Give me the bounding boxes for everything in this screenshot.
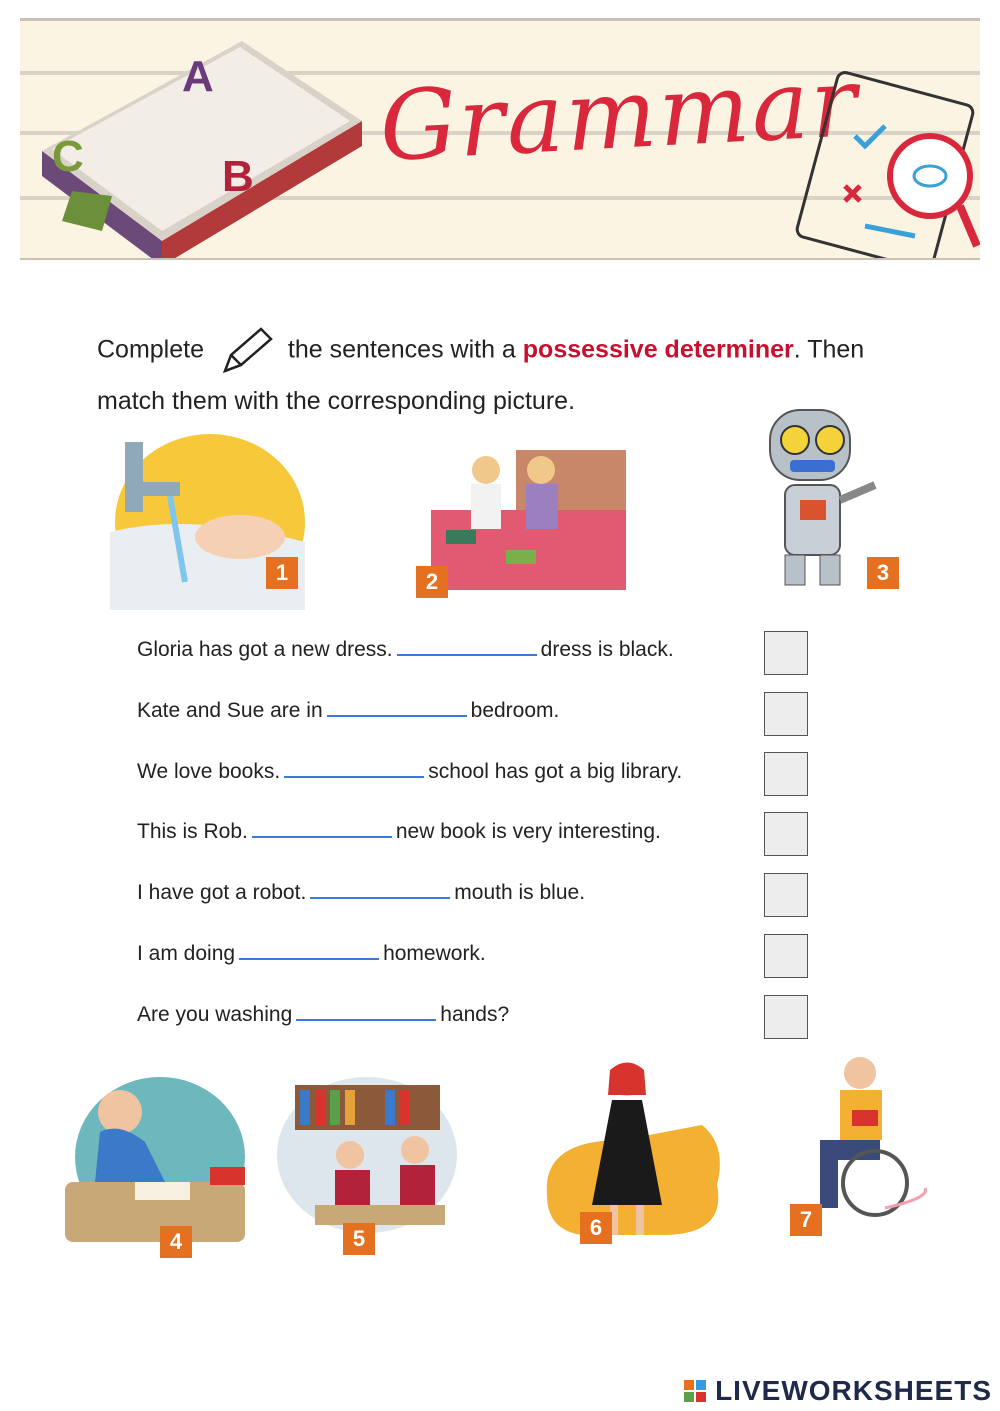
book-letter-b: B — [222, 152, 254, 201]
sentence-text: mouth is blue. — [454, 881, 586, 904]
sentence-row — [137, 1001, 509, 1027]
picture-number-badge: 1 — [266, 557, 298, 589]
picture-boy-wheelchair — [790, 1048, 935, 1238]
match-checkbox[interactable] — [764, 873, 808, 917]
picture-robot — [760, 400, 910, 595]
answer-blank[interactable] — [239, 940, 379, 960]
checklist-magnifier-icon — [795, 66, 980, 260]
homework-illustration — [65, 1072, 245, 1257]
book-letter-a: A — [182, 52, 214, 101]
pencil-icon — [217, 325, 275, 377]
liveworksheets-logo-text: LIVEWORKSHEETS — [715, 1375, 992, 1406]
sentence-text: dress is black. — [540, 638, 674, 661]
match-checkbox[interactable] — [764, 752, 808, 796]
picture-number-badge: 6 — [580, 1212, 612, 1244]
picture-number-badge: 3 — [867, 557, 899, 589]
sentence-row — [137, 879, 585, 905]
book-letter-c: C — [52, 132, 84, 181]
sentence-text: Gloria has got a new dress. — [137, 638, 393, 661]
sentence-text: Are you washing — [137, 1003, 293, 1026]
sentence-row — [137, 758, 682, 784]
answer-blank[interactable] — [252, 818, 392, 838]
picture-boy-homework — [65, 1072, 245, 1257]
match-checkbox[interactable] — [764, 631, 808, 675]
liveworksheets-logo — [684, 1375, 992, 1407]
match-checkbox[interactable] — [764, 692, 808, 736]
answer-blank[interactable] — [310, 879, 450, 899]
answer-blank[interactable] — [284, 758, 424, 778]
answer-blank[interactable] — [327, 697, 467, 717]
picture-number-badge: 2 — [416, 566, 448, 598]
match-checkbox[interactable] — [764, 934, 808, 978]
instructions-text-2: the sentences with a — [287, 335, 523, 364]
match-checkbox[interactable] — [764, 995, 808, 1039]
picture-library — [275, 1075, 460, 1257]
answer-blank[interactable] — [397, 636, 537, 656]
answer-blank[interactable] — [296, 1001, 436, 1021]
banner-title: Grammar — [377, 46, 862, 183]
sentence-text: I have got a robot. — [137, 881, 307, 904]
sentence-text: school has got a big library. — [428, 760, 683, 783]
match-checkbox[interactable] — [764, 812, 808, 856]
book-icon — [32, 31, 372, 260]
sentence-text: I am doing — [137, 942, 236, 965]
sentence-text: new book is very interesting. — [395, 820, 661, 843]
sentence-row — [137, 636, 674, 662]
instructions-text-1: Complete — [97, 335, 204, 364]
picture-washing-hands — [110, 432, 305, 610]
picture-girls-bedroom — [416, 440, 628, 602]
sentence-text: We love books. — [137, 760, 281, 783]
header-banner — [20, 18, 980, 260]
picture-number-badge: 7 — [790, 1204, 822, 1236]
picture-number-badge: 4 — [160, 1226, 192, 1258]
instructions-highlight: possessive determiner — [522, 335, 794, 364]
picture-number-badge: 5 — [343, 1223, 375, 1255]
picture-girl-black-dress — [542, 1055, 727, 1245]
sentence-text: homework. — [383, 942, 486, 965]
sentence-text: This is Rob. — [137, 820, 248, 843]
sentence-text: Kate and Sue are in — [137, 699, 323, 722]
instructions-text-3: . Then match them with the corresponding picture. — [97, 335, 865, 415]
sentence-row — [137, 697, 559, 723]
sentence-text: bedroom. — [470, 699, 560, 722]
liveworksheets-logo-icon — [684, 1380, 706, 1402]
sentence-text: hands? — [440, 1003, 510, 1026]
sentence-row — [137, 940, 486, 966]
sentence-row — [137, 818, 661, 844]
girl-dress-illustration — [542, 1055, 727, 1245]
